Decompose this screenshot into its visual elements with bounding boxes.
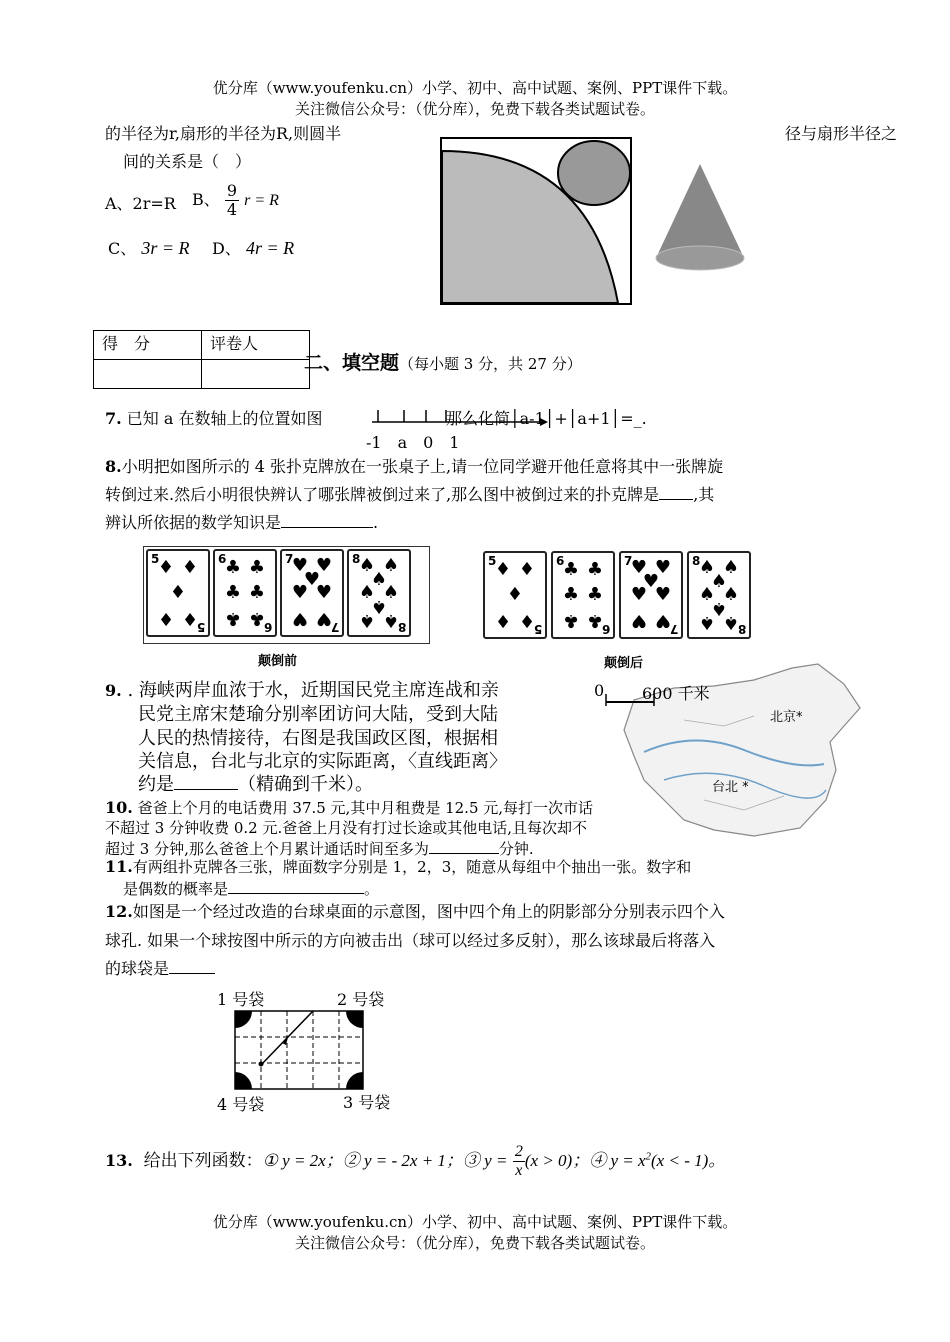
score-table xyxy=(93,330,310,389)
bag-3-label: 3 号袋 xyxy=(343,1093,391,1112)
after-card-6 xyxy=(551,551,615,639)
q9-line4: 关信息，台北与北京的实际距离，〈直线距离〉 xyxy=(138,751,507,772)
card-rank-bottom: 5 xyxy=(533,622,542,636)
suit-pip: ♥ xyxy=(303,568,321,590)
suit-pip: ♠ xyxy=(358,582,376,603)
suit-pip: ♠ xyxy=(722,557,740,579)
cone-figure xyxy=(652,160,748,276)
card-rank: 6 xyxy=(556,554,565,568)
card-rank: 6 xyxy=(218,552,227,566)
q8-line3: 辨认所依据的数学知识是 . xyxy=(105,513,379,532)
suit-pip: ♥ xyxy=(642,570,660,592)
bag-2-label: 2 号袋 xyxy=(337,990,385,1009)
map-label-taibei: 台北 * xyxy=(712,780,749,795)
suit-pip: ♥ xyxy=(315,582,333,603)
before-card-5 xyxy=(146,549,210,637)
bag-4-label: 4 号袋 xyxy=(217,1095,265,1114)
suit-pip: ♦ xyxy=(506,584,524,605)
suit-pip: ♠ xyxy=(722,584,740,605)
card-rank: 8 xyxy=(692,554,701,568)
number-line-labels: -1 a 0 1 xyxy=(366,433,460,452)
suit-pip: ♣ xyxy=(586,584,604,605)
suit-pip: ♦ xyxy=(494,558,512,580)
suit-pip: ♠ xyxy=(722,611,740,633)
q10-line2: 不超过 3 分钟收费 0.2 元.爸爸上月没有打过长途或其他电话,且每次却不 xyxy=(105,819,588,837)
suit-pip: ♥ xyxy=(630,557,648,579)
suit-pip: ♥ xyxy=(291,582,309,603)
card-rank: 7 xyxy=(285,552,294,566)
q9-line2: 民党主席宋楚瑜分别率团访问大陆，受到大陆 xyxy=(138,704,498,725)
q8-line2: 转倒过来.然后小明很快辨认了哪张牌被倒过来了,那么图中被倒过来的扑克牌是 ,其 xyxy=(105,485,715,504)
suit-pip: ♣ xyxy=(562,558,580,580)
suit-pip: ♣ xyxy=(562,610,580,632)
grader-cell xyxy=(202,360,310,389)
map-label-beijing: 北京* xyxy=(770,710,803,725)
q6-option-d: D、 4r = R xyxy=(212,238,295,258)
suit-pip: ♠ xyxy=(370,596,388,618)
card-rank-bottom: 7 xyxy=(669,622,678,636)
billiard-table xyxy=(234,1010,364,1090)
map-scale-0: 0 xyxy=(594,681,605,700)
q10-line3: 超过 3 分钟,那么爸爸上个月累计通话时间至多为 分钟. xyxy=(105,837,534,859)
bag-1-label: 1 号袋 xyxy=(217,990,265,1009)
q7-expression: 那么化简│a-1│+│a+1│=_. xyxy=(446,409,647,428)
after-card-7 xyxy=(619,551,683,639)
suit-pip: ♣ xyxy=(248,608,266,630)
suit-pip: ♥ xyxy=(654,584,672,605)
suit-pip: ♦ xyxy=(157,608,175,630)
header-line-1: 优分库（www.youfenku.cn）小学、初中、高中试题、案例、PPT课件下载。 xyxy=(212,79,738,97)
suit-pip: ♥ xyxy=(654,610,672,632)
sector-circle-figure xyxy=(440,137,632,305)
suit-pip: ♣ xyxy=(248,556,266,578)
suit-pip: ♠ xyxy=(710,598,728,620)
score-label: 得 分 xyxy=(94,331,202,360)
map-scale-600: 600 千米 xyxy=(642,684,710,703)
card-rank-bottom: 8 xyxy=(737,622,746,636)
suit-pip: ♥ xyxy=(654,557,672,579)
suit-pip: ♦ xyxy=(518,558,536,580)
suit-pip: ♣ xyxy=(586,610,604,632)
card-rank-bottom: 6 xyxy=(263,620,272,634)
suit-pip: ♦ xyxy=(494,610,512,632)
footer-line-2: 关注微信公众号：（优分库），免费下载各类试题试卷。 xyxy=(294,1234,655,1252)
section-2-heading: 二、填空题（每小题 3 分，共 27 分） xyxy=(304,352,582,374)
before-card-7 xyxy=(280,549,344,637)
cards-after-group xyxy=(481,549,771,645)
q9-line3: 人民的热情接待，右图是我国政区图，根据相 xyxy=(138,728,498,749)
suit-pip: ♠ xyxy=(698,557,716,579)
q8-line1: 8.小明把如图所示的 4 张扑克牌放在一张桌子上,请一位同学避开他任意将其中一张牌旋 xyxy=(105,457,724,476)
suit-pip: ♥ xyxy=(291,608,309,630)
suit-pip: ♣ xyxy=(586,558,604,580)
suit-pip: ♥ xyxy=(630,584,648,605)
suit-pip: ♠ xyxy=(698,611,716,633)
suit-pip: ♦ xyxy=(518,610,536,632)
before-card-8 xyxy=(347,549,411,637)
q7: 7. 已知 a 在数轴上的位置如图 xyxy=(105,409,323,428)
suit-pip: ♥ xyxy=(630,610,648,632)
q11-line2: 是偶数的概率是 。 xyxy=(123,877,379,899)
suit-pip: ♠ xyxy=(382,582,400,603)
suit-pip: ♣ xyxy=(224,556,242,578)
q12-line3: 的球袋是 xyxy=(105,957,215,981)
q12-line1: 12.如图是一个经过改造的台球桌面的示意图，图中四个角上的阴影部分分别表示四个入 xyxy=(105,902,725,921)
suit-pip: ♠ xyxy=(358,609,376,631)
card-rank-bottom: 7 xyxy=(330,620,339,634)
card-rank-bottom: 8 xyxy=(397,620,406,634)
suit-pip: ♠ xyxy=(358,555,376,577)
q6-text-left: 的半径为r,扇形的半径为R,则圆半 xyxy=(105,124,342,143)
q6-text-right: 径与扇形半径之 xyxy=(785,124,898,143)
q6-option-c: C、 3r = R xyxy=(108,238,190,258)
suit-pip: ♥ xyxy=(315,608,333,630)
q6-option-a: A、2r=R xyxy=(105,194,176,213)
card-rank: 5 xyxy=(488,554,497,568)
q9-line1: 9. . 海峡两岸血浓于水，近期国民党主席连战和亲 xyxy=(105,680,499,701)
suit-pip: ♦ xyxy=(181,556,199,578)
suit-pip: ♣ xyxy=(562,584,580,605)
header-line-2: 关注微信公众号：（优分库），免费下载各类试题试卷。 xyxy=(294,100,655,118)
q9-line5: 约是 （精确到千米）。 xyxy=(138,774,373,795)
grader-label: 评卷人 xyxy=(202,331,310,360)
caption-after: 颠倒后 xyxy=(604,656,644,671)
q13: 13. 给出下列函数：① y = 2x；② y = - 2x + 1；③ y = $\frac{2}{x}$ (x > 0)；④ $y = x^2(x$ < - 1)。 xyxy=(105,1143,726,1179)
suit-pip: ♥ xyxy=(291,555,309,577)
suit-pip: ♠ xyxy=(382,555,400,577)
after-card-5 xyxy=(483,551,547,639)
suit-pip: ♣ xyxy=(224,582,242,603)
suit-pip: ♦ xyxy=(181,608,199,630)
suit-pip: ♠ xyxy=(710,570,728,592)
suit-pip: ♦ xyxy=(169,582,187,603)
card-rank-bottom: 6 xyxy=(601,622,610,636)
suit-pip: ♠ xyxy=(698,584,716,605)
after-card-8 xyxy=(687,551,751,639)
suit-pip: ♠ xyxy=(382,609,400,631)
footer-line-1: 优分库（www.youfenku.cn）小学、初中、高中试题、案例、PPT课件下载。 xyxy=(212,1213,738,1231)
cards-before-group xyxy=(143,546,430,644)
card-rank: 5 xyxy=(151,552,160,566)
q12-line2: 球孔. 如果一个球按图中所示的方向被击出（球可以经过多反射），那么该球最后将落入 xyxy=(105,931,716,950)
suit-pip: ♣ xyxy=(248,582,266,603)
before-card-6 xyxy=(213,549,277,637)
card-rank: 8 xyxy=(352,552,361,566)
q10-line1: 10. 爸爸上个月的电话费用 37.5 元,其中月租费是 12.5 元,每打一次市话 xyxy=(105,798,594,817)
q11-line1: 11.有两组扑克牌各三张，牌面数字分别是 1，2，3，随意从每组中个抽出一张。数字和 xyxy=(105,857,692,876)
q6-option-b: B、 $\frac{9}{4}$ r = R xyxy=(192,181,279,219)
ball xyxy=(259,1062,264,1067)
card-rank: 7 xyxy=(624,554,633,568)
circle-shape xyxy=(558,141,630,205)
suit-pip: ♥ xyxy=(315,555,333,577)
q6-text-line2: 间的关系是（ ） xyxy=(123,152,252,171)
card-rank-bottom: 5 xyxy=(196,620,205,634)
suit-pip: ♣ xyxy=(224,608,242,630)
caption-before: 颠倒前 xyxy=(258,654,298,669)
suit-pip: ♠ xyxy=(370,568,388,590)
suit-pip: ♦ xyxy=(157,556,175,578)
score-cell xyxy=(94,360,202,389)
